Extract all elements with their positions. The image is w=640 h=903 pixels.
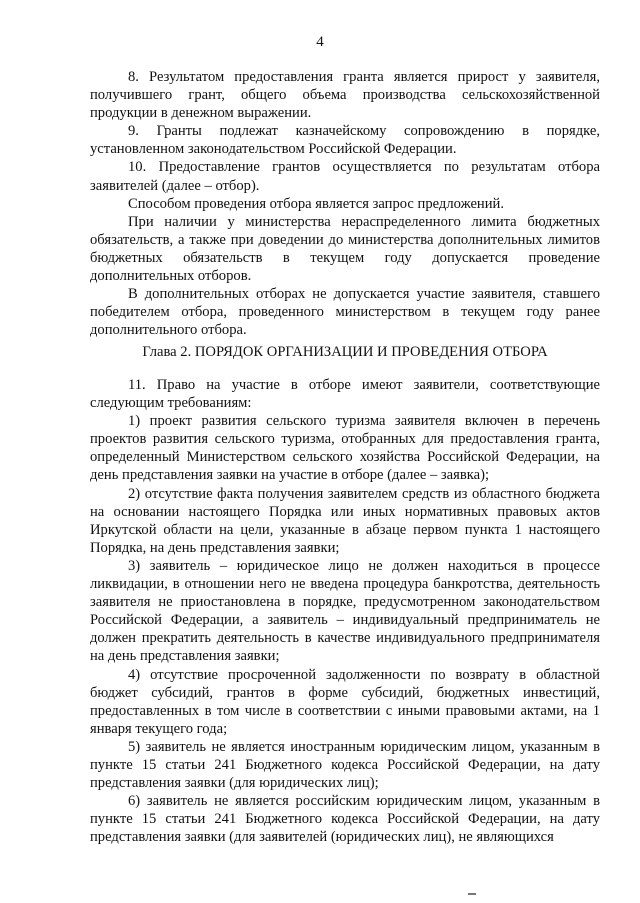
list-item: 2) отсутствие факта получения заявителем средств из областного бюджета на основании настоящего Порядка или иных нормативных правовых актов Иркутской области на цели, указанные в абзаце первом пункта 1 настоящего Порядка, на день представления заявки; <box>90 485 600 556</box>
paragraph: 10. Предоставление грантов осуществляется по результатам отбора заявителей (далее – отбор). <box>90 159 600 194</box>
list-item: 3) заявитель – юридическое лицо не должен находиться в процессе ликвидации, в отношении него не введена процедура банкротства, деятельность заявителя не приостановлена в порядке, предусмотренном законодательством Российской Федерации, а заявитель – индивидуальный предприниматель не должен прекратить деятельность в качестве индивидуального предпринимателя на день представления заявки; <box>90 557 600 665</box>
paragraph: 11. Право на участие в отборе имеют заявители, соответствующие следующим требованиям: <box>90 377 600 412</box>
paragraph: 8. Результатом предоставления гранта является прирост у заявителя, получившего грант, общего объема производства сельскохозяйственной продукции в денежном выражении. <box>90 69 600 122</box>
paragraph: Способом проведения отбора является запрос предложений. <box>128 195 505 212</box>
paragraph: 9. Гранты подлежат казначейскому сопровождению в порядке, установленном законодательством Российской Федерации. <box>90 123 600 158</box>
section-bottom-paragraphs <box>90 376 600 846</box>
list-item: 5) заявитель не является иностранным юридическим лицом, указанным в пункте 15 статьи 241 Бюджетного кодекса Российской Федерации, на дату представления заявки (для юридических лиц); <box>90 738 600 792</box>
list-item: 4) отсутствие просроченной задолженности по возврату в областной бюджет субсидий, грантов в форме субсидий, бюджетных инвестиций, предоставленных в том числе в соответствии с иными правовыми актами, на 1 января текущего года; <box>90 666 600 737</box>
scan-artifact <box>468 893 476 895</box>
chapter-heading: Глава 2. ПОРЯДОК ОРГАНИЗАЦИИ И ПРОВЕДЕНИЯ ОТБОРА <box>142 344 548 360</box>
paragraph: При наличии у министерства нераспределенного лимита бюджетных обязательств, а также при доведении до министерства дополнительных лимитов бюджетных обязательств в текущем году допускается проведение дополнительных отборов. <box>90 213 600 285</box>
section-top-paragraphs <box>90 68 600 339</box>
paragraph: В дополнительных отборах не допускается участие заявителя, ставшего победителем отбора, проведенного министерством в текущем году ранее дополнительного отбора. <box>90 286 600 339</box>
list-item: 6) заявитель не является российским юридическим лицом, указанным в пункте 15 статьи 241 Бюджетного кодекса Российской Федерации, на дату представления заявки (для заявителей (юридических лиц), не являющихся <box>90 793 600 846</box>
page-number: 4 <box>316 34 324 50</box>
list-item: 1) проект развития сельского туризма заявителя включен в перечень проектов развития сельского туризма, отобранных для предоставления гранта, определенный Министерством сельского хозяйства Российской Федерации, на день представления заявки на участие в отборе (далее – заявка); <box>90 413 600 484</box>
